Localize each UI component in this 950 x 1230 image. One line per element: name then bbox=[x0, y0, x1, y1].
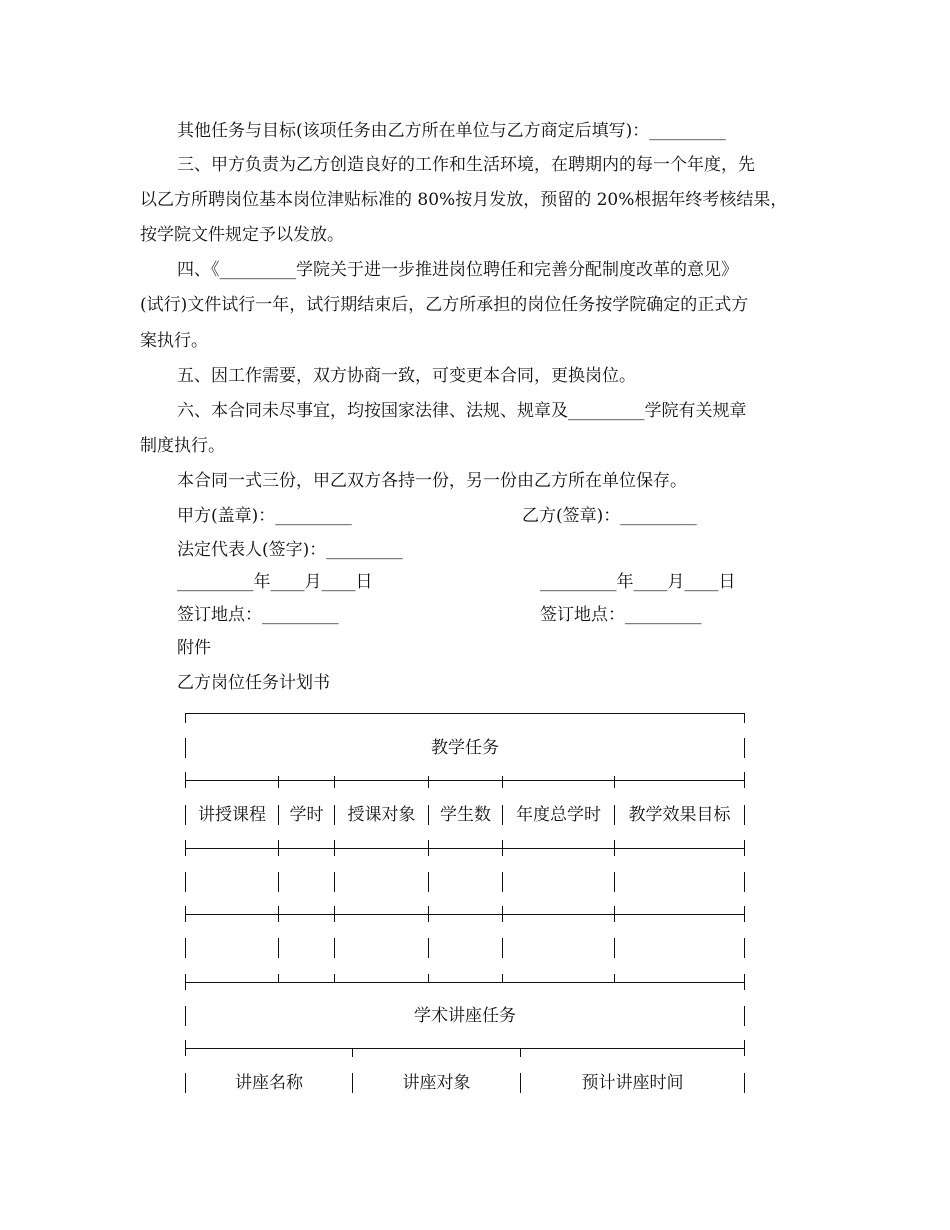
table-rule bbox=[278, 776, 279, 788]
legal-representative: 法定代表人(签字)：_________ bbox=[177, 540, 403, 560]
table-rule bbox=[744, 1073, 745, 1093]
party-a-seal: 甲方(盖章)：_________ bbox=[177, 506, 352, 526]
clause-6-line-2: 制度执行。 bbox=[140, 436, 225, 456]
table-rule bbox=[334, 938, 335, 958]
table-rule bbox=[428, 974, 429, 982]
table-rule bbox=[502, 906, 503, 922]
table-rule bbox=[185, 780, 745, 781]
clause-6-line-1: 六、本合同未尽事宜，均按国家法律、法规、规章及_________学院有关规章 bbox=[177, 401, 747, 421]
header-student-count: 学生数 bbox=[440, 805, 491, 825]
table-rule bbox=[334, 906, 335, 922]
lecture-table-title: 学术讲座任务 bbox=[414, 1006, 516, 1026]
table-rule bbox=[614, 938, 615, 958]
table-rule bbox=[502, 974, 503, 982]
clause-3-line-1: 三、甲方负责为乙方创造良好的工作和生活环境，在聘期内的每一个年度，先 bbox=[177, 155, 755, 175]
signing-place-a: 签订地点：_________ bbox=[177, 605, 339, 625]
table-rule bbox=[185, 872, 186, 892]
table-rule bbox=[744, 840, 745, 856]
table-rule bbox=[185, 938, 186, 958]
table-rule bbox=[614, 840, 615, 856]
header-teaching-goal: 教学效果目标 bbox=[628, 805, 731, 825]
table-rule bbox=[185, 1040, 186, 1056]
table-rule bbox=[185, 906, 186, 922]
header-audience: 授课对象 bbox=[347, 805, 416, 825]
table-rule bbox=[334, 776, 335, 788]
table-rule bbox=[502, 938, 503, 958]
table-rule bbox=[352, 1049, 353, 1057]
table-rule bbox=[520, 1049, 521, 1057]
other-tasks-line: 其他任务与目标(该项任务由乙方所在单位与乙方商定后填写)：_________ bbox=[177, 121, 726, 141]
table-rule bbox=[185, 1048, 745, 1049]
table-rule bbox=[614, 872, 615, 892]
date-party-b: _________年____月____日 bbox=[540, 572, 736, 592]
clause-5: 五、因工作需要，双方协商一致，可变更本合同，更换岗位。 bbox=[177, 366, 636, 386]
table-rule bbox=[744, 1006, 745, 1026]
table-rule bbox=[185, 772, 186, 788]
header-lecture-time: 预计讲座时间 bbox=[581, 1073, 684, 1093]
header-annual-hours: 年度总学时 bbox=[516, 805, 601, 825]
table-rule bbox=[744, 738, 745, 758]
table-rule bbox=[744, 1040, 745, 1056]
signing-place-b: 签订地点：_________ bbox=[540, 605, 702, 625]
table-rule bbox=[278, 872, 279, 892]
date-party-a: _________年____月____日 bbox=[177, 572, 373, 592]
header-course: 讲授课程 bbox=[198, 805, 266, 825]
table-rule bbox=[334, 974, 335, 982]
table-rule bbox=[334, 840, 335, 856]
clause-3-line-2: 以乙方所聘岗位基本岗位津贴标准的 80%按月发放，预留的 20%根据年终考核结果， bbox=[140, 190, 788, 210]
table-rule bbox=[614, 906, 615, 922]
header-lecture-audience: 讲座对象 bbox=[402, 1073, 471, 1093]
table-rule bbox=[278, 938, 279, 958]
table-rule bbox=[744, 938, 745, 958]
table-rule bbox=[428, 906, 429, 922]
attachment-title: 乙方岗位任务计划书 bbox=[177, 673, 330, 693]
header-lecture-name: 讲座名称 bbox=[235, 1073, 303, 1093]
table-rule bbox=[278, 906, 279, 922]
table-rule bbox=[185, 974, 186, 990]
table-rule bbox=[428, 872, 429, 892]
table-rule bbox=[744, 906, 745, 922]
table-rule bbox=[744, 772, 745, 788]
table-rule bbox=[502, 872, 503, 892]
table-rule bbox=[428, 840, 429, 856]
table-rule bbox=[614, 974, 615, 982]
table-rule bbox=[744, 805, 745, 825]
table-rule bbox=[502, 840, 503, 856]
table-rule bbox=[428, 776, 429, 788]
header-hours: 学时 bbox=[289, 805, 324, 825]
clause-3-line-3: 按学院文件规定予以发放。 bbox=[140, 225, 344, 245]
table-rule bbox=[744, 872, 745, 892]
table-rule bbox=[502, 776, 503, 788]
table-rule bbox=[614, 776, 615, 788]
attachment-label: 附件 bbox=[177, 638, 211, 658]
table-rule bbox=[185, 713, 745, 714]
clause-4-line-2: (试行)文件试行一年，试行期结束后，乙方所承担的岗位任务按学院确定的正式方 bbox=[140, 295, 749, 315]
clause-4-line-1: 四、《_________学院关于进一步推进岗位聘任和完善分配制度改革的意见》 bbox=[177, 260, 738, 280]
party-b-sign: 乙方(签章)：_________ bbox=[522, 506, 697, 526]
table-rule bbox=[744, 974, 745, 990]
table-rule bbox=[185, 713, 186, 723]
copies-clause: 本合同一式三份，甲乙双方各持一份，另一份由乙方所在单位保存。 bbox=[177, 471, 687, 491]
table-rule bbox=[334, 872, 335, 892]
table-rule bbox=[185, 914, 745, 915]
table-rule bbox=[278, 840, 279, 856]
table-rule bbox=[744, 713, 745, 723]
table-rule bbox=[185, 982, 745, 983]
clause-4-line-3: 案执行。 bbox=[140, 331, 208, 351]
teaching-table-title: 教学任务 bbox=[431, 738, 499, 758]
table-rule bbox=[428, 938, 429, 958]
table-rule bbox=[185, 848, 745, 849]
table-rule bbox=[185, 840, 186, 856]
table-rule bbox=[278, 974, 279, 982]
